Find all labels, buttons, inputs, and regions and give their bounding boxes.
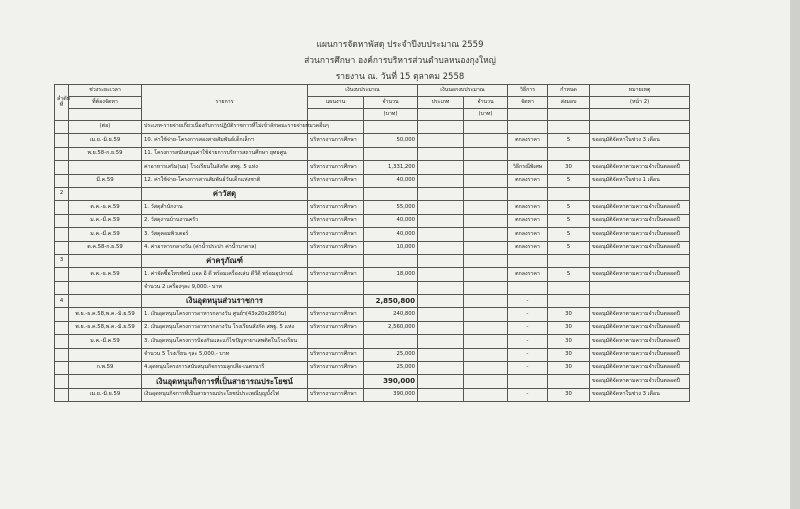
table-cell: ตกลงราคา (508, 241, 548, 254)
table-cell: ตกลงราคา (508, 268, 548, 281)
table-row (55, 121, 690, 134)
col-source: ประเภท (418, 97, 464, 109)
table-cell (464, 241, 508, 254)
table-cell (55, 201, 69, 214)
table-cell: 40,000 (364, 214, 418, 227)
table-cell (508, 375, 548, 388)
table-cell: 4. ค่าอาหารกลางวัน (ค่าน้ำประปา ค่าน้ำบาดาล) (142, 241, 308, 254)
table-cell: - (508, 362, 548, 375)
table-cell (55, 321, 69, 334)
table-cell (69, 187, 142, 200)
table-cell: ม.ค.-มี.ค.59 (69, 214, 142, 227)
table-cell (548, 281, 590, 294)
table-cell (464, 147, 508, 160)
table-row (55, 362, 690, 375)
table-cell: ขออนุมัติจัดหาตามความจำเป็นตลอดปี (590, 308, 690, 321)
table-cell: ค่าครุภัณฑ์ (142, 254, 308, 267)
table-cell (308, 295, 364, 308)
table-row (55, 134, 690, 147)
table-cell (55, 134, 69, 147)
table-cell (418, 121, 464, 134)
table-row (55, 228, 690, 241)
table-cell: ตกลงราคา (508, 134, 548, 147)
table-row (55, 174, 690, 187)
col-amount-2: จำนวน (464, 97, 508, 109)
table-cell: ขออนุมัติจัดหาในช่วง 1 เดือน (590, 174, 690, 187)
col-method: วิธีการ (508, 85, 548, 97)
table-cell: 5 (548, 241, 590, 254)
table-cell (418, 201, 464, 214)
table-cell (418, 281, 464, 294)
table-cell: บริหารงานการศึกษา (308, 348, 364, 361)
table-cell (55, 174, 69, 187)
table-cell: ขออนุมัติจัดหาตามความจำเป็นตลอดปี (590, 375, 690, 388)
table-cell (418, 254, 464, 267)
table-cell (590, 295, 690, 308)
table-cell (418, 187, 464, 200)
table-cell (590, 121, 690, 134)
table-body (55, 121, 690, 402)
table-cell (464, 308, 508, 321)
table-cell (464, 388, 508, 401)
table-cell: ขออนุมัติจัดหาตามความจำเป็นตลอดปี (590, 362, 690, 375)
table-cell: 5 (548, 201, 590, 214)
table-cell (464, 228, 508, 241)
table-cell: ต.ค.-ธ.ค.59 (69, 268, 142, 281)
col-offbudget: เงินนอกงบประมาณ (418, 85, 508, 97)
table-cell (464, 335, 508, 348)
table-cell: 1. วัสดุสำนักงาน (142, 201, 308, 214)
table-row (55, 348, 690, 361)
table-cell: ค่าอาหารเสริม(นม) โรงเรียนในสังกัด สพฐ. 5 แห่ง (142, 161, 308, 174)
table-cell: บริหารงานการศึกษา (308, 362, 364, 375)
table-cell: 2. เงินอุดหนุนโครงการอาหารกลางวัน โรงเรียนสังกัด สพฐ. 5 แห่ง (142, 321, 308, 334)
table-cell (464, 362, 508, 375)
table-cell: ขออนุมัติจัดหาตามความจำเป็นตลอดปี (590, 348, 690, 361)
table-cell (55, 214, 69, 227)
table-cell: 30 (548, 362, 590, 375)
table-cell: 12. ค่าใช้จ่าย-โครงการสานสัมพันธ์วันเด็กแห่งชาติ (142, 174, 308, 187)
table-row (55, 281, 690, 294)
table-cell (418, 335, 464, 348)
col-budget: เงินงบประมาณ (308, 85, 418, 97)
table-cell (55, 268, 69, 281)
col-remark-2: (หน้า 2) (590, 97, 690, 109)
table-cell (364, 254, 418, 267)
table-cell (69, 254, 142, 267)
table-cell: 3 (55, 254, 69, 267)
table-cell: - (508, 348, 548, 361)
table-cell (464, 187, 508, 200)
table-cell: 10,000 (364, 241, 418, 254)
table-cell (69, 161, 142, 174)
table-cell (464, 174, 508, 187)
table-row (55, 161, 690, 174)
table-cell (508, 187, 548, 200)
table-cell: บริหารงานการศึกษา (308, 201, 364, 214)
table-cell (464, 281, 508, 294)
table-cell: ตกลงราคา (508, 201, 548, 214)
table-cell: 1,331,200 (364, 161, 418, 174)
table-cell (548, 295, 590, 308)
table-cell: 18,000 (364, 268, 418, 281)
table-cell (418, 228, 464, 241)
col-deadline-2: ส่งมอบ (548, 97, 590, 109)
table-cell (55, 348, 69, 361)
table-cell (508, 254, 548, 267)
table-cell: 5 (548, 228, 590, 241)
table-cell: ขออนุมัติจัดหาตามความจำเป็นตลอดปี (590, 241, 690, 254)
table-cell: 30 (548, 308, 590, 321)
table-cell (548, 254, 590, 267)
table-cell (55, 161, 69, 174)
table-cell (55, 362, 69, 375)
table-cell: - (508, 335, 548, 348)
table-cell: วิธีกรณีพิเศษ (508, 161, 548, 174)
table-cell: บริหารงานการศึกษา (308, 214, 364, 227)
table-cell: บริหารงานการศึกษา (308, 241, 364, 254)
table-cell: ค่าวัสดุ (142, 187, 308, 200)
table-row (55, 268, 690, 281)
col-deadline: กำหนด (548, 85, 590, 97)
table-cell (464, 321, 508, 334)
table-cell (418, 268, 464, 281)
table-cell: 3. เงินอุดหนุนโครงการป้องกันและแก้ไขปัญหายาเสพติดในโรงเรียน (142, 335, 308, 348)
table-cell: จำนวน 5 โรงเรียน ๆละ 5,000.- บาท (142, 348, 308, 361)
table-cell: ขออนุมัติจัดหาตามความจำเป็นตลอดปี (590, 201, 690, 214)
table-row (55, 214, 690, 227)
table-cell: บริหารงานการศึกษา (308, 161, 364, 174)
table-cell: 55,000 (364, 201, 418, 214)
table-cell: 30 (548, 348, 590, 361)
table-cell (464, 254, 508, 267)
table-cell: - (508, 295, 548, 308)
col-remark: หมายเหตุ (590, 85, 690, 97)
table-cell: 5 (548, 268, 590, 281)
table-cell (590, 187, 690, 200)
table-cell: เงินอุดหนุนกิจการที่เป็นสาธารณประโยชน์ประเพณีบุญบั้งไฟ (142, 388, 308, 401)
table-cell (418, 362, 464, 375)
col-amount: จำนวน (364, 97, 418, 109)
col-method-2: จัดหา (508, 97, 548, 109)
table-cell (308, 187, 364, 200)
table-cell (548, 147, 590, 160)
table-cell (508, 147, 548, 160)
table-cell (418, 241, 464, 254)
table-cell: พ.ย.-ธ.ค.58,พ.ค.-มิ.ย.59 (69, 308, 142, 321)
table-cell: ขออนุมัติจัดหาตามความจำเป็นตลอดปี (590, 321, 690, 334)
table-cell (418, 348, 464, 361)
table-cell: มี.ค.59 (69, 174, 142, 187)
table-cell: - (508, 388, 548, 401)
table-cell: 30 (548, 321, 590, 334)
table-cell (69, 281, 142, 294)
table-cell: ขออนุมัติจัดหาตามความจำเป็นตลอดปี (590, 335, 690, 348)
table-cell (464, 295, 508, 308)
table-cell (418, 174, 464, 187)
table-cell: 4.อุดหนุนโครงการสนับสนุนกิจกรรมลูกเสือ-เนตรนารี (142, 362, 308, 375)
table-cell (464, 121, 508, 134)
table-cell: ขออนุมัติจัดหาตามความจำเป็นตลอดปี (590, 161, 690, 174)
table-cell (464, 161, 508, 174)
table-cell: ก.พ.59 (69, 362, 142, 375)
table-cell: บริหารงานการศึกษา (308, 228, 364, 241)
table-cell: ม.ค.-มี.ค.59 (69, 335, 142, 348)
table-cell: 30 (548, 388, 590, 401)
table-cell: ต.ค.-ธ.ค.59 (69, 201, 142, 214)
table-cell (308, 335, 364, 348)
table-row (55, 308, 690, 321)
table-cell (69, 295, 142, 308)
table-cell (464, 201, 508, 214)
table-cell (55, 241, 69, 254)
table-cell: 2,560,000 (364, 321, 418, 334)
table-cell (464, 268, 508, 281)
table-cell: 25,000 (364, 362, 418, 375)
table-cell (464, 214, 508, 227)
table-cell (548, 121, 590, 134)
table-cell (364, 335, 418, 348)
table-cell: ตกลงราคา (508, 214, 548, 227)
table-cell (418, 308, 464, 321)
table-cell (464, 375, 508, 388)
table-cell (55, 308, 69, 321)
table-cell (418, 134, 464, 147)
table-cell (308, 147, 364, 160)
table-cell: 3. วัสดุคอมพิวเตอร์ (142, 228, 308, 241)
table-cell (418, 321, 464, 334)
table-cell (418, 295, 464, 308)
section-row (55, 295, 690, 308)
table-cell: บริหารงานการศึกษา (308, 268, 364, 281)
table-cell (55, 228, 69, 241)
table-cell (55, 388, 69, 401)
table-cell (55, 335, 69, 348)
table-cell (69, 375, 142, 388)
table-cell: พ.ย.-ธ.ค.58,พ.ค.-มิ.ย.59 (69, 321, 142, 334)
table-cell (418, 161, 464, 174)
table-cell: 2 (55, 187, 69, 200)
table-cell (364, 281, 418, 294)
table-cell: 390,000 (364, 388, 418, 401)
table-cell (308, 254, 364, 267)
table-cell: บริหารงานการศึกษา (308, 308, 364, 321)
table-cell: 1. ค่าจัดซื้อโทรทัศน์ แอล อี ดี พร้อมเครื่องเล่น ดีวีดี พร้อมอุปกรณ์ (142, 268, 308, 281)
table-cell: ม.ค.-มี.ค.59 (69, 228, 142, 241)
table-cell: ต.ค.58-ก.ย.59 (69, 241, 142, 254)
table-cell (418, 388, 464, 401)
table-cell: พ.ย.58-ก.ย.59 (69, 147, 142, 160)
table-cell: 11. โครงการสนับสนุนค่าใช้จ่ายการบริหารสถานศึกษา ยุทธศูน (142, 147, 308, 160)
table-cell (508, 121, 548, 134)
col-period-2: ที่ต้องจัดหา (69, 97, 142, 109)
col-item: รายการ (142, 85, 308, 121)
table-cell: 390,000 (364, 375, 418, 388)
table-cell: 5 (548, 214, 590, 227)
table-cell (590, 254, 690, 267)
table-cell: บริหารงานการศึกษา (308, 134, 364, 147)
table-cell: 240,800 (364, 308, 418, 321)
table-cell (464, 348, 508, 361)
document-subtitle: ส่วนการศึกษา องค์การบริหารส่วนตำบลหนองกุงใหญ่ (304, 56, 496, 66)
table-cell: เม.ย.-มิ.ย.59 (69, 388, 142, 401)
col-period: ช่วงระยะเวลา (69, 85, 142, 97)
table-cell: 4 (55, 295, 69, 308)
table-cell (364, 121, 418, 134)
table-cell: ตกลงราคา (508, 174, 548, 187)
section-row (55, 254, 690, 267)
table-cell (308, 281, 364, 294)
table-cell: 50,000 (364, 134, 418, 147)
table-cell: 40,000 (364, 228, 418, 241)
document-title: แผนการจัดหาพัสดุ ประจำปีงบประมาณ 2559 (316, 40, 484, 50)
section-row (55, 375, 690, 388)
table-cell: 2,850,800 (364, 295, 418, 308)
table-cell: ขออนุมัติจัดหาในช่วง 3 เดือน (590, 388, 690, 401)
table-cell (55, 121, 69, 134)
table-cell: 2. วัสดุงานบ้านงานครัว (142, 214, 308, 227)
table-cell (55, 375, 69, 388)
table-cell (308, 375, 364, 388)
table-cell: 30 (548, 335, 590, 348)
table-cell: 40,000 (364, 174, 418, 187)
table-cell: 10. ค่าใช้จ่าย-โครงการสองสายสัมพันธ์เด็กเล็กฯ (142, 134, 308, 147)
table-row (55, 147, 690, 160)
table-cell: 5 (548, 134, 590, 147)
table-cell (464, 134, 508, 147)
table-cell: (ต่อ) (69, 121, 142, 134)
table-cell (418, 147, 464, 160)
table-cell: 1. เงินอุดหนุนโครงการอาหารกลางวัน ศูนย์ฯ(43x20x280วัน) (142, 308, 308, 321)
col-no: ลำดับที่ (55, 85, 69, 121)
table-row (55, 388, 690, 401)
table-cell: 25,000 (364, 348, 418, 361)
procurement-plan-table (54, 84, 690, 402)
table-cell (69, 348, 142, 361)
table-row (55, 201, 690, 214)
table-cell (418, 375, 464, 388)
report-date: รายงาน ณ. วันที่ 15 ตุลาคม 2558 (335, 72, 465, 82)
table-cell (55, 281, 69, 294)
table-cell (418, 214, 464, 227)
table-cell: - (508, 308, 548, 321)
table-cell: ขออนุมัติจัดหาตามความจำเป็นตลอดปี (590, 214, 690, 227)
col-plan: แผนงาน (308, 97, 364, 109)
table-row (55, 335, 690, 348)
table-cell: บริหารงานการศึกษา (308, 388, 364, 401)
table-cell: บริหารงานการศึกษา (308, 321, 364, 334)
table-cell (590, 147, 690, 160)
table-cell (590, 281, 690, 294)
table-cell: 30 (548, 161, 590, 174)
table-cell: ขออนุมัติจัดหาตามความจำเป็นตลอดปี (590, 268, 690, 281)
table-cell (548, 187, 590, 200)
table-row (55, 241, 690, 254)
table-cell: ขออนุมัติจัดหาในช่วง 3 เดือน (590, 134, 690, 147)
table-cell: เงินอุดหนุนส่วนราชการ (142, 295, 308, 308)
header-row-1 (55, 85, 690, 97)
table-cell: เม.ย.-มิ.ย.59 (69, 134, 142, 147)
table-cell (364, 147, 418, 160)
table-cell: - (508, 321, 548, 334)
table-cell (55, 147, 69, 160)
table-cell (364, 187, 418, 200)
col-baht: (บาท) (364, 109, 418, 121)
table-cell: ประเภท-รายจ่ายเกี่ยวเนื่องกับการปฏิบัติราชการที่ไม่เข้าลักษณะรายจ่ายหมวดอื่นๆ (142, 121, 308, 134)
table-row (55, 321, 690, 334)
table-cell: เงินอุดหนุนกิจการที่เป็นสาธารณประโยชน์ (142, 375, 308, 388)
section-row (55, 187, 690, 200)
table-cell: 5 (548, 174, 590, 187)
table-cell: บริหารงานการศึกษา (308, 174, 364, 187)
table-cell: ขออนุมัติจัดหาตามความจำเป็นตลอดปี (590, 228, 690, 241)
table-cell: ตกลงราคา (508, 228, 548, 241)
table-cell (548, 375, 590, 388)
col-baht-2: (บาท) (464, 109, 508, 121)
table-cell: จำนวน 2 เครื่องๆละ 9,000.- บาท (142, 281, 308, 294)
table-cell (508, 281, 548, 294)
